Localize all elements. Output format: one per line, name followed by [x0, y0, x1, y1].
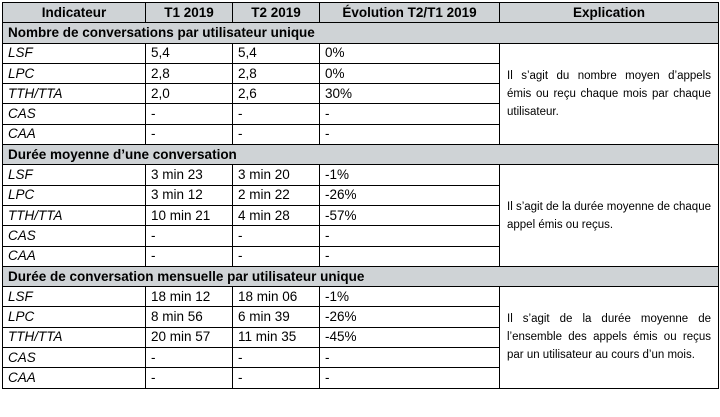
- header-evolution: Évolution T2/T1 2019: [320, 3, 500, 23]
- header-explanation: Explication: [500, 3, 719, 23]
- indicator-name: CAS: [3, 226, 146, 246]
- evolution-value: -: [320, 104, 500, 124]
- t1-value: -: [146, 368, 233, 388]
- evolution-value: -26%: [320, 185, 500, 205]
- t1-value: 5,4: [146, 43, 233, 63]
- t1-value: -: [146, 104, 233, 124]
- section-title: Durée de conversation mensuelle par utilisateur unique: [3, 266, 719, 286]
- t2-value: 5,4: [233, 43, 320, 63]
- indicator-name: LPC: [3, 307, 146, 327]
- t1-value: 8 min 56: [146, 307, 233, 327]
- section-header-row: [3, 266, 719, 286]
- t2-value: 3 min 20: [233, 165, 320, 185]
- t2-value: -: [233, 246, 320, 266]
- t2-value: -: [233, 226, 320, 246]
- t2-value: 11 min 35: [233, 327, 320, 347]
- header-t1: T1 2019: [146, 3, 233, 23]
- t1-value: -: [146, 226, 233, 246]
- t1-value: 2,8: [146, 63, 233, 83]
- header-indicator: Indicateur: [3, 3, 146, 23]
- t2-value: 2,6: [233, 84, 320, 104]
- indicator-name: CAA: [3, 368, 146, 388]
- evolution-value: -26%: [320, 307, 500, 327]
- t2-value: 2 min 22: [233, 185, 320, 205]
- t2-value: 2,8: [233, 63, 320, 83]
- evolution-value: -: [320, 124, 500, 144]
- table-row: [3, 287, 719, 307]
- t1-value: 3 min 12: [146, 185, 233, 205]
- t2-value: 6 min 39: [233, 307, 320, 327]
- evolution-value: -57%: [320, 205, 500, 225]
- t1-value: 2,0: [146, 84, 233, 104]
- t1-value: -: [146, 348, 233, 368]
- section-title: Nombre de conversations par utilisateur unique: [3, 23, 719, 43]
- table-body: [3, 23, 719, 388]
- t2-value: -: [233, 348, 320, 368]
- evolution-value: -: [320, 246, 500, 266]
- t1-value: 20 min 57: [146, 327, 233, 347]
- explanation-text: Il s’agit de la durée moyenne de chaque appel émis ou reçus.: [500, 165, 719, 266]
- indicator-name: TTH/TTA: [3, 205, 146, 225]
- indicator-name: LSF: [3, 287, 146, 307]
- indicator-name: CAS: [3, 104, 146, 124]
- t1-value: 18 min 12: [146, 287, 233, 307]
- t1-value: 10 min 21: [146, 205, 233, 225]
- header-row: [3, 3, 719, 23]
- explanation-text: Il s’agit du nombre moyen d’appels émis ou reçu chaque mois par chaque utilisateur.: [500, 43, 719, 144]
- indicator-name: CAS: [3, 348, 146, 368]
- explanation-text: Il s’agit de la durée moyenne de l’ensemble des appels émis ou reçus par un utilisateur au cours d’un mois.: [500, 287, 719, 388]
- indicator-name: LSF: [3, 43, 146, 63]
- t1-value: -: [146, 246, 233, 266]
- evolution-value: -1%: [320, 165, 500, 185]
- evolution-value: -: [320, 226, 500, 246]
- t2-value: -: [233, 368, 320, 388]
- evolution-value: 30%: [320, 84, 500, 104]
- evolution-value: -45%: [320, 327, 500, 347]
- table-row: [3, 165, 719, 185]
- evolution-value: 0%: [320, 43, 500, 63]
- t2-value: 18 min 06: [233, 287, 320, 307]
- indicator-name: LPC: [3, 63, 146, 83]
- evolution-value: -1%: [320, 287, 500, 307]
- header-t2: T2 2019: [233, 3, 320, 23]
- indicators-table: [2, 2, 719, 389]
- evolution-value: -: [320, 348, 500, 368]
- table-row: [3, 43, 719, 63]
- indicator-name: TTH/TTA: [3, 327, 146, 347]
- t2-value: -: [233, 104, 320, 124]
- evolution-value: 0%: [320, 63, 500, 83]
- indicator-name: LPC: [3, 185, 146, 205]
- t2-value: -: [233, 124, 320, 144]
- t1-value: 3 min 23: [146, 165, 233, 185]
- indicator-name: LSF: [3, 165, 146, 185]
- section-header-row: [3, 23, 719, 43]
- indicator-name: TTH/TTA: [3, 84, 146, 104]
- section-title: Durée moyenne d’une conversation: [3, 145, 719, 165]
- evolution-value: -: [320, 368, 500, 388]
- t2-value: 4 min 28: [233, 205, 320, 225]
- section-header-row: [3, 145, 719, 165]
- indicator-name: CAA: [3, 124, 146, 144]
- indicator-name: CAA: [3, 246, 146, 266]
- t1-value: -: [146, 124, 233, 144]
